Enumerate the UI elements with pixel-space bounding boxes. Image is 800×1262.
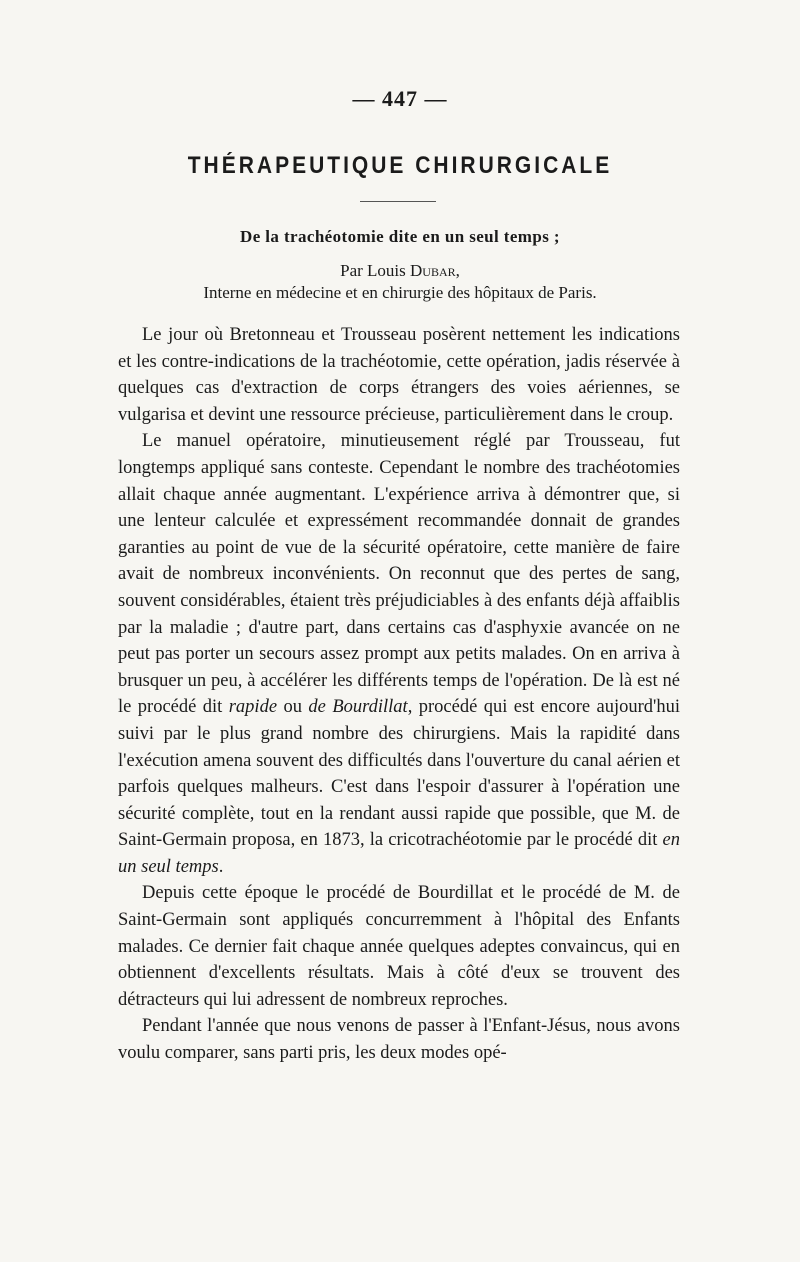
paragraph xyxy=(118,428,680,880)
italic-text: en un seul temps xyxy=(118,830,680,877)
paragraph-text: , procédé qui est encore aujourd'hui suivi par le plus grand nombre des chirurgiens. Mais la rapidité dans l'exécution amena souvent des difficultés dans l'ouverture du canal aérien et parfois quelques malheurs. C'est dans l'espoir d'assurer à l'opération une sécurité complète, tout en la rendant aussi rapide que possible, que M. de Saint-Germain proposa, en 1873, la cricotrachéotomie par le procédé dit xyxy=(118,697,681,851)
byline xyxy=(0,260,800,304)
author-surname: Dubar xyxy=(410,261,456,280)
italic-text: de Bourdillat xyxy=(308,697,408,718)
author-prefix: Par Louis xyxy=(340,261,410,280)
paragraph-text: ou xyxy=(277,697,309,718)
paragraph-text: Pendant l'année que nous venons de passer à l'Enfant-Jésus, nous avons voulu comparer, sans parti pris, les deux modes opé- xyxy=(118,1016,680,1064)
paragraph xyxy=(118,880,680,1013)
page-number: — 447 — xyxy=(352,86,448,111)
paragraph xyxy=(118,322,680,428)
paragraph xyxy=(118,1013,680,1066)
author-suffix: , xyxy=(455,261,460,280)
paragraph-text: Le jour où Bretonneau et Trousseau posèrent nettement les indications et les contre-indications de la trachéotomie, cette opération, jadis réservée à quelques cas d'extraction de corps étrangers des voies aériennes, se vulgarisa et devint une ressource précieuse, particulièrement dans le croup. xyxy=(118,325,680,425)
paragraph-text: . xyxy=(218,856,224,877)
title-divider xyxy=(360,201,436,202)
italic-text: rapide xyxy=(228,697,278,718)
article-body xyxy=(118,322,680,1067)
section-title: THÉRAPEUTIQUE CHIRURGICALE xyxy=(187,152,613,179)
paragraph-text: Le manuel opératoire, minutieusement réglé par Trousseau, fut longtemps appliqué sans conteste. Cependant le nombre des trachéotomies allait chaque année augmentant. L'expérience arriva à démontrer que, si une lenteur calculée et expressément recommandée donnait de grandes garanties au point de vue de la sécurité opératoire, cette manière de faire avait de nombreux inconvénients. On reconnut que des pertes de sang, souvent considérables, étaient très préjudiciables à des enfants déjà affaiblis par la maladie ; d'autre part, dans certains cas d'asphyxie avancée on ne peut pas porter un secours assez prompt aux petits malades. On en arriva à brusquer un peu, à accélérer les différents temps de l'opération. De là est né le procédé dit xyxy=(118,431,680,718)
article-title: De la trachéotomie dite en un seul temps ; xyxy=(240,227,560,246)
author-affiliation: Interne en médecine et en chirurgie des hôpitaux de Paris. xyxy=(203,283,597,302)
author-line xyxy=(0,260,800,282)
paragraph-text: Depuis cette époque le procédé de Bourdillat et le procédé de M. de Saint-Germain sont appliqués concurremment à l'hôpital des Enfants malades. Ce dernier fait chaque année quelques adeptes convaincus, qui en obtiennent d'excellents résultats. Mais à côté d'eux se trouvent des détracteurs qui lui adressent de nombreux reproches. xyxy=(118,883,680,1010)
